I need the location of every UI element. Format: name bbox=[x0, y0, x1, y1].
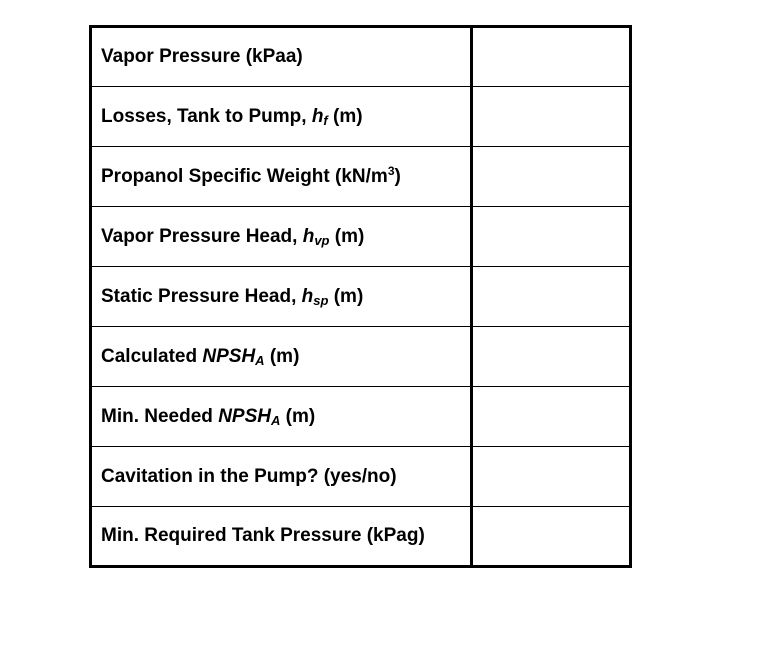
value-cell-losses[interactable] bbox=[472, 87, 631, 147]
table-row bbox=[91, 147, 631, 207]
value-cell-static-pressure-head[interactable] bbox=[472, 267, 631, 327]
row-label-min-tank-pressure: Min. Required Tank Pressure (kPag) bbox=[91, 507, 472, 567]
row-label-losses: Losses, Tank to Pump, hf (m) bbox=[91, 87, 472, 147]
table-row bbox=[91, 387, 631, 447]
value-cell-min-needed-npsha[interactable] bbox=[472, 387, 631, 447]
npsh-calculation-table bbox=[89, 25, 632, 568]
row-label-vapor-pressure-head: Vapor Pressure Head, hvp (m) bbox=[91, 207, 472, 267]
table-row bbox=[91, 87, 631, 147]
value-cell-specific-weight[interactable] bbox=[472, 147, 631, 207]
row-label-vapor-pressure: Vapor Pressure (kPaa) bbox=[91, 27, 472, 87]
row-label-calculated-npsha: Calculated NPSHA (m) bbox=[91, 327, 472, 387]
table-row bbox=[91, 327, 631, 387]
value-cell-calculated-npsha[interactable] bbox=[472, 327, 631, 387]
row-label-min-needed-npsha: Min. Needed NPSHA (m) bbox=[91, 387, 472, 447]
row-label-static-pressure-head: Static Pressure Head, hsp (m) bbox=[91, 267, 472, 327]
value-cell-vapor-pressure-head[interactable] bbox=[472, 207, 631, 267]
table-row bbox=[91, 507, 631, 567]
value-cell-vapor-pressure[interactable] bbox=[472, 27, 631, 87]
row-label-cavitation: Cavitation in the Pump? (yes/no) bbox=[91, 447, 472, 507]
table-row bbox=[91, 27, 631, 87]
row-label-specific-weight: Propanol Specific Weight $(kN/m^3)$ bbox=[91, 147, 472, 207]
value-cell-min-tank-pressure[interactable] bbox=[472, 507, 631, 567]
value-cell-cavitation[interactable] bbox=[472, 447, 631, 507]
table-row bbox=[91, 207, 631, 267]
table-row bbox=[91, 267, 631, 327]
table-row bbox=[91, 447, 631, 507]
